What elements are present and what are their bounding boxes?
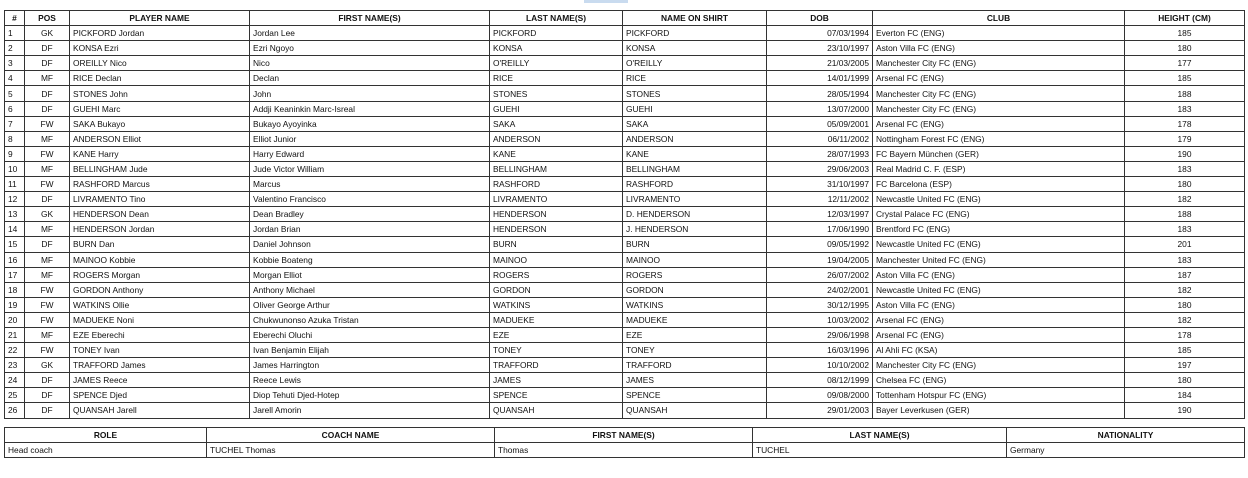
squad-cell: GK xyxy=(25,358,70,373)
squad-cell: KANE Harry xyxy=(70,146,250,161)
squad-cell: 09/05/1992 xyxy=(767,237,873,252)
player-row xyxy=(5,282,1245,297)
squad-cell: KONSA Ezri xyxy=(70,41,250,56)
squad-cell: DF xyxy=(25,388,70,403)
coach-header-cell: NATIONALITY xyxy=(1007,428,1245,443)
squad-cell: 183 xyxy=(1125,252,1245,267)
squad-cell: ROGERS xyxy=(490,267,623,282)
squad-header-cell: LAST NAME(S) xyxy=(490,11,623,26)
squad-cell: WATKINS Ollie xyxy=(70,297,250,312)
squad-cell: MF xyxy=(25,267,70,282)
player-row xyxy=(5,237,1245,252)
squad-cell: 28/05/1994 xyxy=(767,86,873,101)
player-row xyxy=(5,312,1245,327)
squad-cell: MF xyxy=(25,327,70,342)
squad-cell: Eberechi Oluchi xyxy=(250,327,490,342)
squad-cell: DF xyxy=(25,237,70,252)
squad-cell: Newcastle United FC (ENG) xyxy=(873,237,1125,252)
squad-cell: Anthony Michael xyxy=(250,282,490,297)
player-row xyxy=(5,56,1245,71)
squad-cell: Nico xyxy=(250,56,490,71)
squad-cell: 184 xyxy=(1125,388,1245,403)
squad-cell: MAINOO xyxy=(490,252,623,267)
player-row xyxy=(5,161,1245,176)
squad-cell: HENDERSON xyxy=(490,207,623,222)
squad-cell: TRAFFORD xyxy=(490,358,623,373)
squad-cell: Aston Villa FC (ENG) xyxy=(873,41,1125,56)
squad-cell: 185 xyxy=(1125,26,1245,41)
player-row xyxy=(5,146,1245,161)
squad-cell: DF xyxy=(25,192,70,207)
squad-cell: PICKFORD xyxy=(623,26,767,41)
squad-cell: 13 xyxy=(5,207,25,222)
squad-cell: KANE xyxy=(490,146,623,161)
squad-cell: WATKINS xyxy=(623,297,767,312)
squad-cell: TRAFFORD xyxy=(623,358,767,373)
squad-cell: 182 xyxy=(1125,312,1245,327)
squad-cell: Manchester City FC (ENG) xyxy=(873,358,1125,373)
squad-cell: STONES xyxy=(623,86,767,101)
squad-cell: MADUEKE Noni xyxy=(70,312,250,327)
squad-cell: TRAFFORD James xyxy=(70,358,250,373)
squad-cell: 1 xyxy=(5,26,25,41)
squad-cell: 180 xyxy=(1125,41,1245,56)
squad-cell: QUANSAH Jarell xyxy=(70,403,250,418)
squad-cell: 4 xyxy=(5,71,25,86)
squad-cell: 17 xyxy=(5,267,25,282)
squad-cell: BELLINGHAM xyxy=(490,161,623,176)
squad-cell: 180 xyxy=(1125,297,1245,312)
squad-cell: DF xyxy=(25,56,70,71)
squad-cell: Ezri Ngoyo xyxy=(250,41,490,56)
player-row xyxy=(5,403,1245,418)
squad-cell: 14 xyxy=(5,222,25,237)
squad-cell: MADUEKE xyxy=(623,312,767,327)
squad-cell: Newcastle United FC (ENG) xyxy=(873,282,1125,297)
player-row xyxy=(5,131,1245,146)
squad-cell: BURN Dan xyxy=(70,237,250,252)
squad-cell: MF xyxy=(25,161,70,176)
squad-cell: O'REILLY xyxy=(623,56,767,71)
player-row xyxy=(5,222,1245,237)
squad-cell: Newcastle United FC (ENG) xyxy=(873,192,1125,207)
squad-cell: WATKINS xyxy=(490,297,623,312)
squad-cell: 179 xyxy=(1125,131,1245,146)
squad-cell: 2 xyxy=(5,41,25,56)
squad-cell: DF xyxy=(25,373,70,388)
squad-cell: 182 xyxy=(1125,282,1245,297)
squad-cell: 178 xyxy=(1125,116,1245,131)
squad-cell: BELLINGHAM Jude xyxy=(70,161,250,176)
squad-cell: FW xyxy=(25,177,70,192)
squad-header-cell: CLUB xyxy=(873,11,1125,26)
squad-cell: Chelsea FC (ENG) xyxy=(873,373,1125,388)
squad-cell: HENDERSON xyxy=(490,222,623,237)
squad-cell: Arsenal FC (ENG) xyxy=(873,327,1125,342)
squad-cell: FW xyxy=(25,297,70,312)
squad-cell: 182 xyxy=(1125,192,1245,207)
squad-cell: TONEY Ivan xyxy=(70,343,250,358)
squad-cell: LIVRAMENTO Tino xyxy=(70,192,250,207)
squad-cell: Valentino Francisco xyxy=(250,192,490,207)
squad-cell: JAMES Reece xyxy=(70,373,250,388)
squad-cell: Arsenal FC (ENG) xyxy=(873,71,1125,86)
coach-header-row xyxy=(5,428,1245,443)
squad-header-cell: NAME ON SHIRT xyxy=(623,11,767,26)
player-row xyxy=(5,26,1245,41)
squad-cell: 19/04/2005 xyxy=(767,252,873,267)
squad-cell: Aston Villa FC (ENG) xyxy=(873,297,1125,312)
squad-header-cell: HEIGHT (CM) xyxy=(1125,11,1245,26)
player-row xyxy=(5,71,1245,86)
squad-cell: Ivan Benjamin Elijah xyxy=(250,343,490,358)
player-row xyxy=(5,388,1245,403)
squad-cell: 10/10/2002 xyxy=(767,358,873,373)
squad-cell: Declan xyxy=(250,71,490,86)
squad-cell: 21/03/2005 xyxy=(767,56,873,71)
squad-cell: Aston Villa FC (ENG) xyxy=(873,267,1125,282)
squad-cell: EZE xyxy=(490,327,623,342)
squad-cell: ANDERSON xyxy=(623,131,767,146)
squad-cell: Daniel Johnson xyxy=(250,237,490,252)
squad-cell: 8 xyxy=(5,131,25,146)
squad-cell: GK xyxy=(25,26,70,41)
squad-body xyxy=(5,26,1245,418)
squad-cell: 08/12/1999 xyxy=(767,373,873,388)
squad-cell: Jarell Amorin xyxy=(250,403,490,418)
squad-cell: SPENCE Djed xyxy=(70,388,250,403)
squad-cell: GORDON Anthony xyxy=(70,282,250,297)
squad-cell: PICKFORD Jordan xyxy=(70,26,250,41)
player-row xyxy=(5,101,1245,116)
squad-cell: MF xyxy=(25,71,70,86)
squad-cell: GORDON xyxy=(623,282,767,297)
squad-cell: ROGERS xyxy=(623,267,767,282)
squad-cell: 05/09/2001 xyxy=(767,116,873,131)
squad-cell: 24 xyxy=(5,373,25,388)
squad-cell: John xyxy=(250,86,490,101)
squad-cell: 6 xyxy=(5,101,25,116)
squad-cell: 9 xyxy=(5,146,25,161)
squad-cell: DF xyxy=(25,101,70,116)
squad-cell: MF xyxy=(25,222,70,237)
squad-cell: 11 xyxy=(5,177,25,192)
squad-cell: 06/11/2002 xyxy=(767,131,873,146)
squad-cell: Arsenal FC (ENG) xyxy=(873,312,1125,327)
coach-cell: Germany xyxy=(1007,443,1245,458)
squad-cell: BURN xyxy=(490,237,623,252)
squad-cell: 185 xyxy=(1125,71,1245,86)
squad-cell: J. HENDERSON xyxy=(623,222,767,237)
squad-cell: Manchester City FC (ENG) xyxy=(873,56,1125,71)
squad-cell: JAMES xyxy=(490,373,623,388)
squad-cell: Marcus xyxy=(250,177,490,192)
squad-cell: ROGERS Morgan xyxy=(70,267,250,282)
squad-cell: EZE Eberechi xyxy=(70,327,250,342)
squad-cell: KONSA xyxy=(623,41,767,56)
squad-cell: Harry Edward xyxy=(250,146,490,161)
squad-cell: Morgan Elliot xyxy=(250,267,490,282)
squad-cell: SAKA Bukayo xyxy=(70,116,250,131)
squad-cell: MADUEKE xyxy=(490,312,623,327)
squad-cell: 188 xyxy=(1125,207,1245,222)
squad-header-cell: PLAYER NAME xyxy=(70,11,250,26)
squad-cell: 26/07/2002 xyxy=(767,267,873,282)
squad-cell: 17/06/1990 xyxy=(767,222,873,237)
squad-cell: 23 xyxy=(5,358,25,373)
squad-cell: QUANSAH xyxy=(490,403,623,418)
squad-cell: Dean Bradley xyxy=(250,207,490,222)
squad-cell: 190 xyxy=(1125,146,1245,161)
squad-cell: 183 xyxy=(1125,101,1245,116)
coach-table xyxy=(4,427,1245,458)
squad-cell: ANDERSON Elliot xyxy=(70,131,250,146)
squad-header-row xyxy=(5,11,1245,26)
coach-header-cell: LAST NAME(S) xyxy=(753,428,1007,443)
squad-cell: ANDERSON xyxy=(490,131,623,146)
squad-cell: Jordan Lee xyxy=(250,26,490,41)
squad-cell: 16/03/1996 xyxy=(767,343,873,358)
squad-cell: 09/08/2000 xyxy=(767,388,873,403)
squad-cell: 22 xyxy=(5,343,25,358)
squad-cell: Real Madrid C. F. (ESP) xyxy=(873,161,1125,176)
squad-cell: Jordan Brian xyxy=(250,222,490,237)
squad-cell: DF xyxy=(25,86,70,101)
squad-cell: GORDON xyxy=(490,282,623,297)
squad-cell: RICE Declan xyxy=(70,71,250,86)
squad-cell: TONEY xyxy=(490,343,623,358)
squad-cell: 10 xyxy=(5,161,25,176)
squad-header-cell: POS xyxy=(25,11,70,26)
squad-header-cell: FIRST NAME(S) xyxy=(250,11,490,26)
squad-cell: 180 xyxy=(1125,373,1245,388)
squad-cell: RASHFORD xyxy=(623,177,767,192)
squad-cell: QUANSAH xyxy=(623,403,767,418)
squad-cell: Manchester City FC (ENG) xyxy=(873,86,1125,101)
squad-cell: 26 xyxy=(5,403,25,418)
squad-cell: 14/01/1999 xyxy=(767,71,873,86)
squad-cell: FW xyxy=(25,312,70,327)
squad-cell: 15 xyxy=(5,237,25,252)
player-row xyxy=(5,177,1245,192)
squad-cell: 29/06/2003 xyxy=(767,161,873,176)
coach-header-cell: ROLE xyxy=(5,428,207,443)
squad-cell: 10/03/2002 xyxy=(767,312,873,327)
squad-cell: DF xyxy=(25,41,70,56)
squad-table xyxy=(4,10,1245,419)
squad-cell: KONSA xyxy=(490,41,623,56)
squad-cell: Everton FC (ENG) xyxy=(873,26,1125,41)
squad-cell: JAMES xyxy=(623,373,767,388)
squad-cell: SAKA xyxy=(490,116,623,131)
squad-cell: Diop Tehuti Djed-Hotep xyxy=(250,388,490,403)
squad-cell: 30/12/1995 xyxy=(767,297,873,312)
squad-cell: EZE xyxy=(623,327,767,342)
squad-cell: 20 xyxy=(5,312,25,327)
squad-cell: 21 xyxy=(5,327,25,342)
squad-cell: GUEHI Marc xyxy=(70,101,250,116)
squad-cell: Crystal Palace FC (ENG) xyxy=(873,207,1125,222)
squad-cell: 180 xyxy=(1125,177,1245,192)
coach-cell: TUCHEL Thomas xyxy=(207,443,495,458)
coach-row xyxy=(5,443,1245,458)
squad-cell: 7 xyxy=(5,116,25,131)
squad-cell: 29/06/1998 xyxy=(767,327,873,342)
squad-cell: SPENCE xyxy=(490,388,623,403)
squad-cell: 12/11/2002 xyxy=(767,192,873,207)
player-row xyxy=(5,267,1245,282)
squad-cell: 190 xyxy=(1125,403,1245,418)
coach-cell: TUCHEL xyxy=(753,443,1007,458)
player-row xyxy=(5,41,1245,56)
squad-cell: 16 xyxy=(5,252,25,267)
squad-cell: RASHFORD Marcus xyxy=(70,177,250,192)
squad-cell: DF xyxy=(25,403,70,418)
squad-cell: FW xyxy=(25,146,70,161)
squad-cell: 5 xyxy=(5,86,25,101)
squad-cell: OREILLY Nico xyxy=(70,56,250,71)
player-row xyxy=(5,358,1245,373)
squad-cell: 187 xyxy=(1125,267,1245,282)
squad-cell: 19 xyxy=(5,297,25,312)
squad-cell: 24/02/2001 xyxy=(767,282,873,297)
squad-cell: 3 xyxy=(5,56,25,71)
squad-cell: KANE xyxy=(623,146,767,161)
coach-body xyxy=(5,443,1245,458)
squad-cell: Bayer Leverkusen (GER) xyxy=(873,403,1125,418)
squad-cell: FW xyxy=(25,343,70,358)
squad-cell: BELLINGHAM xyxy=(623,161,767,176)
squad-cell: GUEHI xyxy=(623,101,767,116)
squad-cell: 183 xyxy=(1125,222,1245,237)
squad-cell: MAINOO Kobbie xyxy=(70,252,250,267)
squad-cell: Nottingham Forest FC (ENG) xyxy=(873,131,1125,146)
squad-cell: MF xyxy=(25,131,70,146)
player-row xyxy=(5,116,1245,131)
squad-cell: Manchester United FC (ENG) xyxy=(873,252,1125,267)
coach-cell: Head coach xyxy=(5,443,207,458)
squad-cell: HENDERSON Dean xyxy=(70,207,250,222)
squad-cell: Brentford FC (ENG) xyxy=(873,222,1125,237)
player-row xyxy=(5,86,1245,101)
squad-header-cell: # xyxy=(5,11,25,26)
coach-cell: Thomas xyxy=(495,443,753,458)
squad-cell: TONEY xyxy=(623,343,767,358)
squad-cell: 31/10/1997 xyxy=(767,177,873,192)
player-row xyxy=(5,192,1245,207)
squad-cell: Reece Lewis xyxy=(250,373,490,388)
squad-cell: GUEHI xyxy=(490,101,623,116)
squad-cell: 178 xyxy=(1125,327,1245,342)
player-row xyxy=(5,252,1245,267)
squad-cell: STONES John xyxy=(70,86,250,101)
squad-cell: Manchester City FC (ENG) xyxy=(873,101,1125,116)
squad-cell: Bukayo Ayoyinka xyxy=(250,116,490,131)
coach-header-cell: FIRST NAME(S) xyxy=(495,428,753,443)
squad-cell: Addji Keaninkin Marc-Isreal xyxy=(250,101,490,116)
squad-cell: SPENCE xyxy=(623,388,767,403)
squad-cell: BURN xyxy=(623,237,767,252)
squad-header-cell: DOB xyxy=(767,11,873,26)
player-row xyxy=(5,207,1245,222)
squad-cell: Arsenal FC (ENG) xyxy=(873,116,1125,131)
squad-cell: STONES xyxy=(490,86,623,101)
squad-cell: PICKFORD xyxy=(490,26,623,41)
squad-cell: 18 xyxy=(5,282,25,297)
highlight-fragment xyxy=(584,0,628,3)
squad-cell: SAKA xyxy=(623,116,767,131)
squad-cell: LIVRAMENTO xyxy=(490,192,623,207)
squad-cell: 197 xyxy=(1125,358,1245,373)
squad-cell: MF xyxy=(25,252,70,267)
squad-cell: Kobbie Boateng xyxy=(250,252,490,267)
squad-cell: 12 xyxy=(5,192,25,207)
squad-cell: RICE xyxy=(490,71,623,86)
coach-header-cell: COACH NAME xyxy=(207,428,495,443)
squad-cell: MAINOO xyxy=(623,252,767,267)
squad-cell: RICE xyxy=(623,71,767,86)
squad-cell: Oliver George Arthur xyxy=(250,297,490,312)
squad-cell: GK xyxy=(25,207,70,222)
squad-cell: O'REILLY xyxy=(490,56,623,71)
player-row xyxy=(5,297,1245,312)
squad-cell: FC Bayern München (GER) xyxy=(873,146,1125,161)
squad-cell: 23/10/1997 xyxy=(767,41,873,56)
squad-cell: 201 xyxy=(1125,237,1245,252)
squad-cell: 12/03/1997 xyxy=(767,207,873,222)
player-row xyxy=(5,373,1245,388)
squad-cell: James Harrington xyxy=(250,358,490,373)
squad-cell: 28/07/1993 xyxy=(767,146,873,161)
squad-cell: Chukwunonso Azuka Tristan xyxy=(250,312,490,327)
squad-cell: Jude Victor William xyxy=(250,161,490,176)
squad-cell: 13/07/2000 xyxy=(767,101,873,116)
squad-cell: 25 xyxy=(5,388,25,403)
squad-cell: FW xyxy=(25,116,70,131)
squad-cell: Tottenham Hotspur FC (ENG) xyxy=(873,388,1125,403)
squad-cell: LIVRAMENTO xyxy=(623,192,767,207)
squad-cell: 29/01/2003 xyxy=(767,403,873,418)
squad-cell: RASHFORD xyxy=(490,177,623,192)
squad-cell: HENDERSON Jordan xyxy=(70,222,250,237)
squad-cell: FC Barcelona (ESP) xyxy=(873,177,1125,192)
squad-cell: 185 xyxy=(1125,343,1245,358)
squad-cell: 177 xyxy=(1125,56,1245,71)
squad-cell: 188 xyxy=(1125,86,1245,101)
squad-cell: 07/03/1994 xyxy=(767,26,873,41)
squad-cell: 183 xyxy=(1125,161,1245,176)
squad-cell: D. HENDERSON xyxy=(623,207,767,222)
player-row xyxy=(5,343,1245,358)
squad-cell: FW xyxy=(25,282,70,297)
squad-cell: Elliot Junior xyxy=(250,131,490,146)
player-row xyxy=(5,327,1245,342)
squad-cell: Al Ahli FC (KSA) xyxy=(873,343,1125,358)
